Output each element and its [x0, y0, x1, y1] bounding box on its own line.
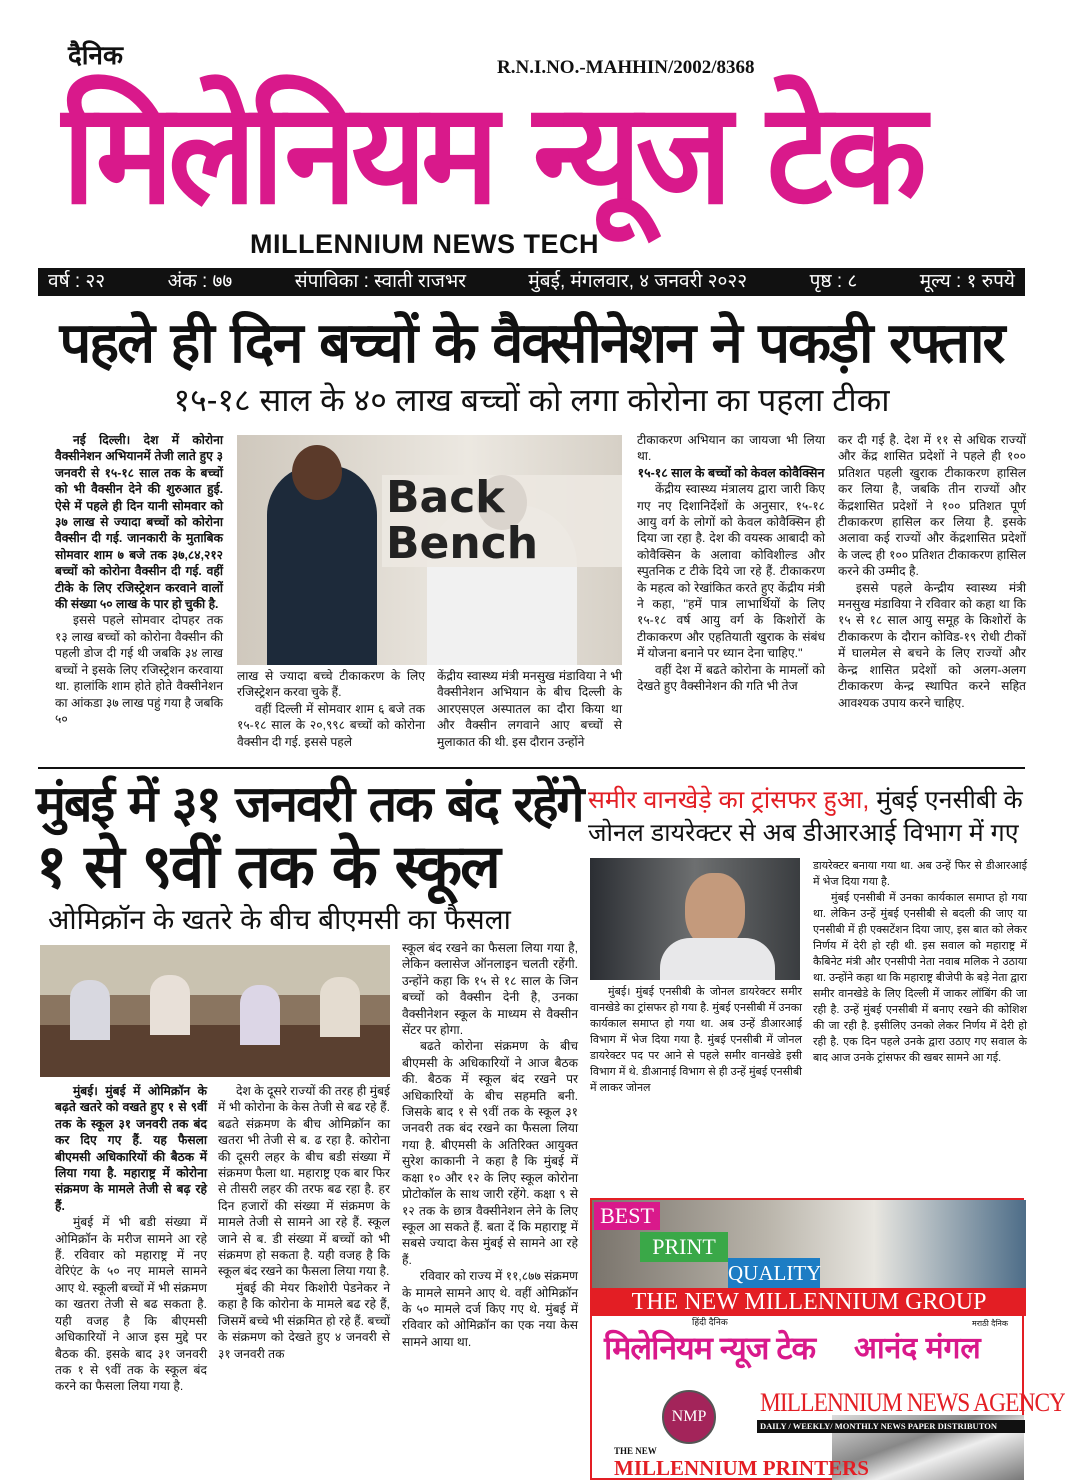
paragraph: केंद्रीय स्वास्थ्य मंत्रालय द्वारा जारी किए गए नए दिशानिर्देशों के अनुसार, १५-१८ आयु वर्ग के लोगों को केवल कोवैक्सिन ही दिया जा रहा है. देश की वयस्क आबादी को कोवैक्सिन के अलावा कोविशील्ड और स्पुतनिक ट टीके दिये जा रहे हैं. टीकाकरण के महत्व को रेखांकित करते हुए केंद्रीय मंत्री ने कहा, ''हमें पात्र लाभार्थियों के लिए १५-१८ वर्ष आयु वर्ग के किशोरों के टीकाकरण और एहतियाती खुराक के संबंध में योजना बनाने पर ध्यान देना चाहिए.''	[637, 482, 825, 661]
info-bar	[38, 268, 1025, 296]
ad-printers-prefix: THE NEW	[614, 1446, 657, 1456]
ad-best: BEST	[594, 1202, 660, 1230]
school-headline-line1: मुंबई में ३१ जनवरी तक बंद रहेंगे	[36, 775, 583, 833]
issue: अंक : ७७	[167, 271, 233, 292]
story1-subhead: १५-१८ साल के बच्चों को केवल कोवैक्सिन	[637, 465, 825, 480]
ad-marathi-paper: आनंद मंगल	[854, 1332, 981, 1365]
paragraph: इससे पहले सोमवार दोपहर तक १३ लाख बच्चों को कोरोना वैक्सीन की पहली डोज दी गई थी जबकि ३४ लाख बच्चों ने इसके लिए रजिस्ट्रेशन करवाया था. हालांकि शाम होते होते वैक्सीनेशन का आंकडा ३७ लाख पहुं गया है जबकि ५०	[55, 613, 223, 726]
right-column	[588, 784, 1065, 1480]
paragraph: केंद्रीय स्वास्थ्य मंत्री मनसुख मंडाविया ने भी वैक्सीनेशन अभियान के बीच दिल्ली के आरएसएल अस्पातल का दौरा किया था और वैक्सीन लगवाने आए बच्चों से मुलाकात की थी. इस दौरान उन्होंने	[437, 669, 622, 749]
ad-marathi-label: मराठी दैनिक	[972, 1319, 1008, 1328]
ad-printers: MILLENNIUM PRINTERS	[614, 1456, 869, 1480]
story1-column-4	[637, 432, 825, 762]
price: मूल्य : १ रुपये	[919, 271, 1015, 292]
story2-column-2	[218, 1083, 390, 1408]
story3-column-2	[813, 858, 1027, 1196]
paragraph: मुंबई एनसीबी में उनका कार्यकाल समाप्त हो गया था. लेकिन उन्हें मुंबई एनसीबी से बदली की जाए या एनसीबी में ही एक्सटेंशन दिया जाए, इस बात को लेकर निर्णय में देरी हो रही थी. इस सवाल को महाराष्ट्र में कैबिनेट मंत्री और एनसीपी नेता नवाब मलिक ने उठाया था. उन्होंने कहा था कि महाराष्ट्र बीजेपी के बड़े नेता द्वारा समीर वानखेडे के लिए दिल्ली में जाकर लॉबिंग की जा रही है. उन्हें मुंबई एनसीबी में बनाए रखने की कोशिश की जा रही है. इसीलिए उनको लेकर निर्णय में देरी हो रही है. एक दिन पहले उनके द्वारा उठाए गए सवाल के बाद आज उनके ट्रांसफर की खबर सामने आ गई.	[813, 892, 1027, 1064]
wankhede-photo	[590, 858, 800, 980]
paragraph: स्कूल बंद रखने का फैसला लिया गया है, लेकिन क्लासेज ऑनलाइन चलती रहेंगी. उन्होंने कहा कि १५ से १८ साल के जिन बच्चों को वैक्सीन देनी है, उनका वैक्सीनेशन स्कूल के माध्यम से वैक्सीन सेंटर पर होगा.	[402, 941, 578, 1038]
school-subheadline: ओमिक्रॉन के खतरे के बीच बीएमसी का फैसला	[48, 904, 511, 935]
wankhede-headline	[588, 784, 1030, 850]
editor: संपाविका : स्वाती राजभर	[294, 271, 466, 292]
main-subheadline: १५-१८ साल के ४० लाख बच्चों को लगा कोरोना का पहला टीका	[173, 382, 890, 418]
masthead-prefix: दैनिक	[68, 40, 123, 70]
classroom-photo	[40, 945, 390, 1077]
dateline: मुंबई, मंगलवार, ४ जनवरी २०२२	[528, 271, 748, 292]
story2-lead: मुंबई। मुंबई में ओमिक्रॉन के बढ़ते खतरे को वखते हुए १ से ९वीं तक के स्कूल ३१ जनवरी तक बंद कर दिए गए हैं. यह फैसला बीएमसी अधिकारियों की बैठक में लिया गया है. महाराष्ट्र में कोरोना संक्रमण के मामले तेजी से बढ़ रहे हैं.	[55, 1084, 207, 1213]
ad-group-name: THE NEW MILLENNIUM GROUP	[592, 1288, 1026, 1316]
paragraph: वहीं दिल्ली में सोमवार शाम ६ बजे तक १५-१८ साल के २०,९९८ बच्चों को कोरोना वैक्सीन दी गई. इससे पहले	[237, 701, 425, 749]
paragraph: बढते कोरोना संक्रमण के बीच बीएमसी के अधिकारियों ने आज बैठक की. बैठक में स्कूल बंद रखने पर अधिकारियों के बीच सहमति बनी. जिसके बाद १ से ९वीं तक के स्कूल ३१ जनवरी तक बंद रखने का फैसला लिया गया है. बीएमसी के अतिरिक्त आयुक्त सुरेश काकानी ने कहा है कि मुंबई में कक्षा १० और १२ के लिए स्कूल कोरोना प्रोटोकॉल के साथ जारी रहेंगे. कक्षा ९ से १२ तक के छात्र वैक्सीनेशन लेने के लिए स्कूल आ सकते हैं. बता दें कि महाराष्ट्र में सबसे ज्यादा केस मुंबई से सामने आ रहे हैं.	[402, 1039, 578, 1267]
story2-column-1	[55, 1083, 207, 1408]
paragraph: रविवार को राज्य में ११,८७७ संक्रमण के मामले सामने आए थे. वहीं ओमिक्रॉन के ५० मामले दर्ज किए गए थे. मुंबई में रविवार को ओमिक्रॉन का एक नया केस सामने आया था.	[402, 1269, 578, 1349]
story2-column-3	[402, 940, 578, 1408]
ad-agency-tagline: DAILY / WEEKLY/ MONTHLY NEWS PAPER DISTRIBUTON	[757, 1420, 1025, 1433]
story1-column-2	[237, 668, 425, 762]
paragraph: मुंबई की मेयर किशोरी पेडनेकर ने कहा है कि कोरोना के मामले बढ रहे हैं, जिसमें बच्चे भी संक्रमित हो रहे हैं. बच्चों के संक्रमण को देखते हुए ४ जनवरी से ३१ जनवरी तक	[218, 1280, 390, 1361]
ad-print: PRINT	[640, 1232, 728, 1262]
school-headline-line2: १ से ९वीं तक के स्कूल	[36, 832, 499, 902]
paragraph: कर दी गई है. देश में ११ से अधिक राज्यों और केंद्र शासित प्रदेशों ने पहले ही १०० प्रतिशत पहली खुराक टीकाकरण हासिल कर लिया है, जबकि तीन राज्यों और केंद्रशासित प्रदेशों ने १०० प्रतिशत पूर्ण टीकाकरण हासिल कर लिया है. इसके अलावा कई राज्यों और केंद्रशासित प्रदेशों के जल्द ही १०० प्रतिशत टीकाकरण हासिल करने की उम्मीद है.	[838, 433, 1026, 579]
story1-column-1	[55, 432, 223, 762]
headline-red-part: समीर वानखेड़े का ट्रांसफर हुआ,	[588, 786, 870, 814]
story1-column-5	[838, 432, 1026, 762]
paragraph: इससे पहले केन्द्रीय स्वास्थ्य मंत्री मनसुख मंडाविया ने रविवार को कहा था कि १५ से १८ साल आयु समूह के किशोरों के टीकाकरण के दौरान कोविड-१९ रोधी टीकों में घालमेल से बचने के लिए राज्यों और केन्द्र शासित प्रदेशों को अलग-अलग टीकाकरण केन्द्र स्थापित करने सहित आवश्यक उपाय करने चाहिए.	[838, 580, 1026, 710]
paragraph: वहीं देश में बढते कोरोना के मामलों को देखते हुए वैक्सीनेशन की गति भी तेज	[637, 662, 825, 694]
ad-hindi-paper: मिलेनियम न्यूज टेक	[604, 1330, 816, 1366]
main-headline: पहले ही दिन बच्चों के वैक्सीनेशन ने पकड़ी रफ्तार	[59, 311, 1004, 376]
masthead-title: मिलेनियम न्यूज टेक	[62, 73, 922, 236]
year: वर्ष : २२	[48, 271, 106, 292]
story3-body	[588, 858, 1030, 1198]
paragraph: मुंबई। मुंबई एनसीबी के जोनल डायरेक्टर समीर वानखेडे का ट्रांसफर हो गया है. मुंबई एनसीबी में उनका कार्यकाल समाप्त हो गया था. अब उन्हें डीआरआई विभाग में भेज दिया गया है. मुंबई एनसीबी में जोनल डायरेक्टर पद पर आने से पहले समीर वानखेडे इसी विभाग में थे. डीआनाई विभाग से ही उन्हें मुंबई एनसीबी में लाकर जोनल	[590, 986, 802, 1094]
masthead-english: MILLENNIUM NEWS TECH	[250, 229, 599, 259]
photo-sign: Back Bench	[382, 475, 622, 567]
paragraph: टीकाकरण अभियान का जायजा भी लिया था.	[637, 433, 825, 464]
story1-column-3	[437, 668, 622, 762]
ad-agency: MILLENNIUM NEWS AGENCY	[760, 1388, 1065, 1417]
headline-black-part: मुंबई एनसीबी के जोनल डायरेक्टर से अब डीआरआई विभाग में गए	[588, 786, 1023, 847]
rni-number: R.N.I.NO.-MAHHIN/2002/8368	[497, 57, 755, 78]
millennium-group-ad	[590, 1198, 1065, 1480]
story1-lead: नई दिल्ली। देश में कोरोना वैक्सीनेशन अभियानमें तेजी लाते हुए ३ जनवरी से १५-१८ साल तक के बच्चों को भी वैक्सीन देने की शुरुआत हुई. ऐसे में पहले ही दिन यानी सोमवार को ३७ लाख से ज्यादा बच्चों को कोरोना वैक्सीन दी गई. जानकारी के मुताबिक सोमवार शाम ७ बजे तक ३७,८४,२१२ बच्चों को कोरोना वैक्सीन दी गई. वहीं टीके के लिए रजिस्ट्रेशन करवाने वालों की संख्या ५० लाख के पार हो चुकी है.	[55, 433, 223, 612]
paragraph: मुंबई में भी बडी संख्या में ओमिक्रॉन के मरीज सामने आ रहे हैं. रविवार को महाराष्ट्र में नए वेरिएंट के ५० नए मामले सामने आए थे. स्कूली बच्चों में भी संक्रमण का खतरा तेजी से बढ सकता है. यही वजह है कि बीएमसी अधिकारियों ने आज इस मुद्दे पर बैठक की. इसके बाद ३१ जनवरी तक १ से ९वीं तक के स्कूल बंद करने का फैसला लिया गया है.	[55, 1215, 207, 1394]
ad-quality: QUALITY	[728, 1258, 820, 1288]
paragraph: डायरेक्टर बनाया गया था. अब उन्हें फिर से डीआरआई में भेज दिया गया है.	[813, 860, 1027, 888]
paragraph: देश के दूसरे राज्यों की तरह ही मुंबई में भी कोरोना के केस तेजी से बढ रहे हैं. बढते संक्रमण के बीच ओमिक्रॉन का खतरा भी तेजी से ब. ढ रहा है. कोरोना की दूसरी लहर के बीच बडी संख्या में संक्रमण फैला था. महाराष्ट्र एक बार फिर से तीसरी लहर की तरफ बढ रहा है. हर दिन हजारों की संख्या में संक्रमण के मामले तेजी से सामने आ रहे हैं. स्कूल जाने से ब. डी संख्या में बच्चों को भी संक्रमण हो सकता है. यही वजह है कि स्कूल बंद रखने का फैसला लिया गया है.	[218, 1084, 390, 1279]
story3-column-1	[590, 984, 802, 1196]
ad-hindi-label: हिंदी दैनिक	[692, 1317, 728, 1327]
pages: पृष्ठ : ८	[809, 271, 858, 292]
vaccination-photo	[237, 435, 622, 665]
paragraph: लाख से ज्यादा बच्चे टीकाकरण के लिए रजिस्ट्रेशन करवा चुके हैं.	[237, 669, 425, 700]
ad-nmp-logo: NMP	[662, 1390, 716, 1444]
section-divider	[38, 767, 1025, 769]
